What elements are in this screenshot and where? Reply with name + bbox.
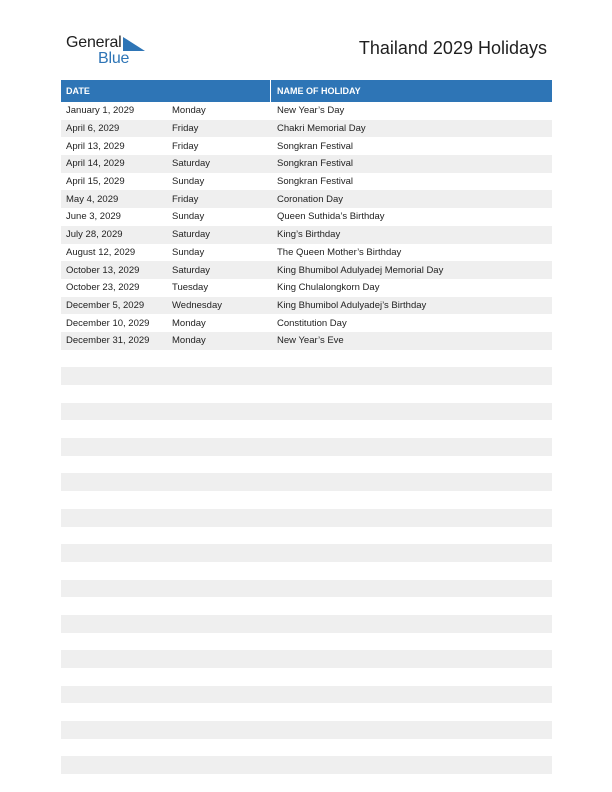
row-holiday-name: New Year’s Eve bbox=[277, 335, 344, 347]
table-row bbox=[61, 279, 552, 297]
table-row bbox=[61, 173, 552, 191]
row-day: Friday bbox=[172, 140, 199, 152]
row-day: Sunday bbox=[172, 246, 205, 258]
table-row bbox=[61, 562, 552, 580]
table-row bbox=[61, 473, 552, 491]
row-holiday-name: Songkran Festival bbox=[277, 158, 354, 170]
row-holiday-name: King’s Birthday bbox=[277, 229, 341, 241]
row-day: Monday bbox=[172, 105, 206, 117]
row-holiday-name: Chakri Memorial Day bbox=[277, 123, 366, 135]
row-date: April 14, 2029 bbox=[66, 158, 125, 170]
row-date: December 31, 2029 bbox=[66, 335, 150, 347]
table-row bbox=[61, 120, 552, 138]
table-row bbox=[61, 615, 552, 633]
table-row bbox=[61, 244, 552, 262]
row-holiday-name: Songkran Festival bbox=[277, 140, 354, 152]
row-holiday-name: King Bhumibol Adulyadej’s Birthday bbox=[277, 299, 427, 311]
header-holiday-name: NAME OF HOLIDAY bbox=[277, 86, 361, 96]
table-row bbox=[61, 633, 552, 651]
row-holiday-name: King Bhumibol Adulyadej Memorial Day bbox=[277, 264, 444, 276]
logo-blue-text: Blue bbox=[98, 50, 130, 67]
row-day: Friday bbox=[172, 193, 199, 205]
row-holiday-name: Coronation Day bbox=[277, 193, 344, 205]
logo-triangle-icon bbox=[123, 37, 145, 51]
row-day: Friday bbox=[172, 123, 199, 135]
table-row bbox=[61, 261, 552, 279]
row-date: October 23, 2029 bbox=[66, 282, 140, 294]
row-day: Wednesday bbox=[172, 299, 222, 311]
table-row bbox=[61, 509, 552, 527]
row-date: May 4, 2029 bbox=[66, 193, 119, 205]
table-row bbox=[61, 756, 552, 774]
row-holiday-name: New Year’s Day bbox=[277, 105, 345, 117]
row-date: June 3, 2029 bbox=[66, 211, 121, 223]
table-body bbox=[61, 102, 552, 774]
table-row bbox=[61, 367, 552, 385]
table-row bbox=[61, 102, 552, 120]
row-date: December 5, 2029 bbox=[66, 299, 145, 311]
table-row bbox=[61, 350, 552, 368]
logo-general-text: General bbox=[66, 34, 122, 51]
row-holiday-name: Songkran Festival bbox=[277, 176, 354, 188]
table-row bbox=[61, 491, 552, 509]
table-row bbox=[61, 190, 552, 208]
table-row bbox=[61, 385, 552, 403]
table-row bbox=[61, 721, 552, 739]
table-row bbox=[61, 739, 552, 757]
table-row bbox=[61, 332, 552, 350]
row-day: Monday bbox=[172, 335, 206, 347]
row-day: Tuesday bbox=[172, 282, 209, 294]
row-day: Saturday bbox=[172, 229, 211, 241]
table-row bbox=[61, 297, 552, 315]
table-row bbox=[61, 650, 552, 668]
row-day: Sunday bbox=[172, 211, 205, 223]
table-row bbox=[61, 703, 552, 721]
row-day: Sunday bbox=[172, 176, 205, 188]
row-date: April 15, 2029 bbox=[66, 176, 125, 188]
header-date: DATE bbox=[61, 80, 271, 102]
table-row bbox=[61, 527, 552, 545]
table-row bbox=[61, 597, 552, 615]
table-row bbox=[61, 208, 552, 226]
table-row bbox=[61, 580, 552, 598]
holiday-table bbox=[61, 80, 552, 774]
table-row bbox=[61, 686, 552, 704]
row-date: July 28, 2029 bbox=[66, 229, 123, 241]
row-date: August 12, 2029 bbox=[66, 246, 136, 258]
table-header bbox=[61, 80, 552, 102]
row-date: October 13, 2029 bbox=[66, 264, 140, 276]
table-row bbox=[61, 420, 552, 438]
table-row bbox=[61, 668, 552, 686]
table-row bbox=[61, 314, 552, 332]
row-holiday-name: Constitution Day bbox=[277, 317, 347, 329]
row-date: April 13, 2029 bbox=[66, 140, 125, 152]
row-day: Monday bbox=[172, 317, 206, 329]
generalblue-logo bbox=[66, 34, 166, 68]
table-row bbox=[61, 226, 552, 244]
page-title: Thailand 2029 Holidays bbox=[358, 38, 547, 58]
table-row bbox=[61, 155, 552, 173]
row-date: January 1, 2029 bbox=[66, 105, 135, 117]
row-holiday-name: The Queen Mother’s Birthday bbox=[277, 246, 402, 258]
table-row bbox=[61, 438, 552, 456]
row-date: December 10, 2029 bbox=[66, 317, 150, 329]
table-row bbox=[61, 544, 552, 562]
table-row bbox=[61, 403, 552, 421]
row-date: April 6, 2029 bbox=[66, 123, 120, 135]
row-holiday-name: Queen Suthida’s Birthday bbox=[277, 211, 385, 223]
table-row bbox=[61, 456, 552, 474]
row-day: Saturday bbox=[172, 264, 211, 276]
row-holiday-name: King Chulalongkorn Day bbox=[277, 282, 380, 294]
row-day: Saturday bbox=[172, 158, 211, 170]
table-row bbox=[61, 137, 552, 155]
